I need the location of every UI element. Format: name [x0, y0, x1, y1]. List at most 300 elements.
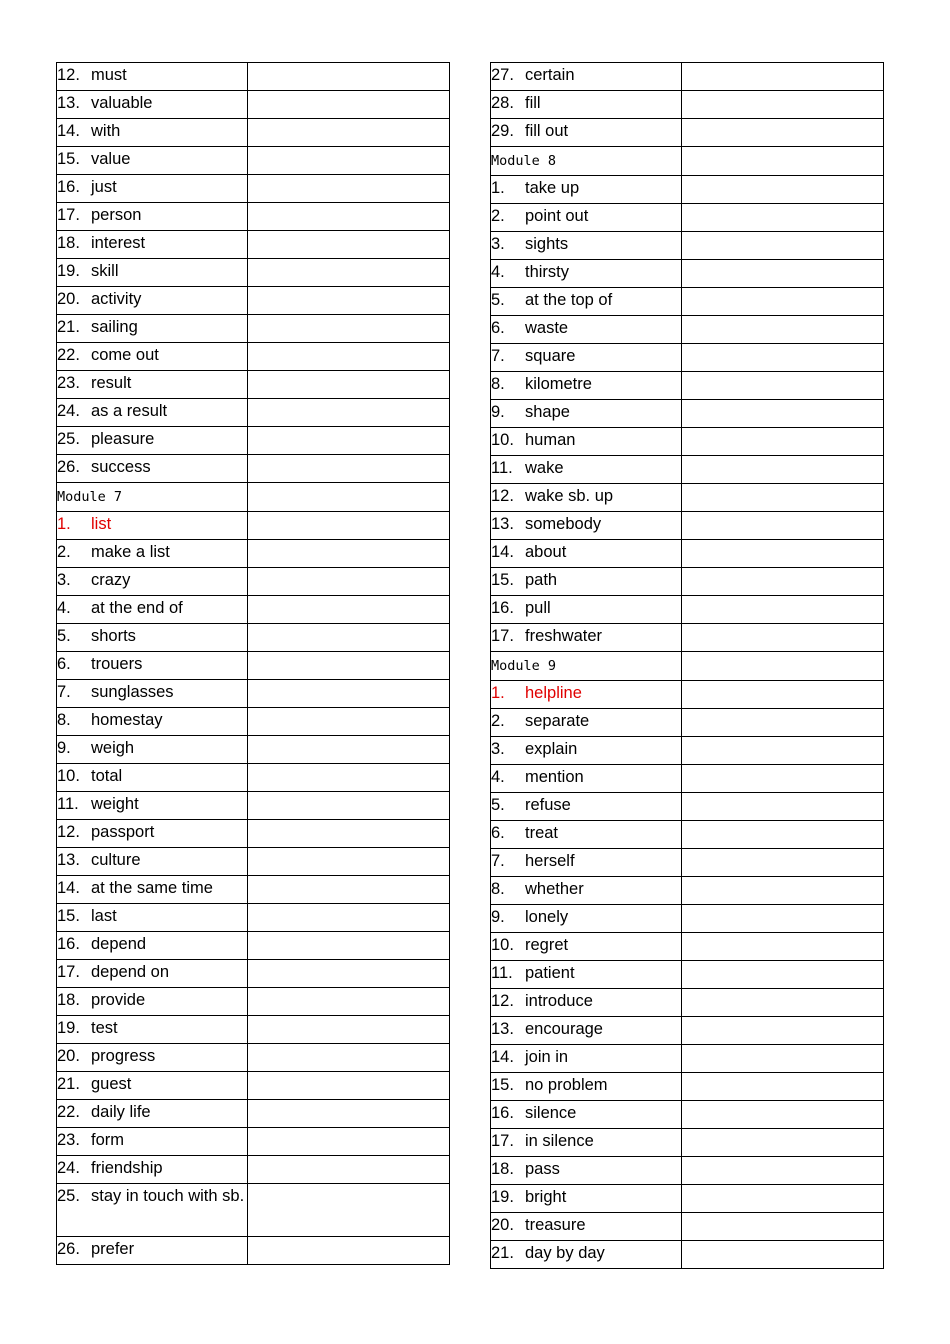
item-number: 16. [491, 1104, 514, 1122]
answer-cell[interactable] [682, 765, 884, 793]
vocab-row [57, 287, 450, 315]
item-number: 8. [491, 880, 505, 898]
answer-cell[interactable] [248, 540, 450, 568]
item-word: point out [525, 207, 589, 225]
vocab-item [491, 1073, 681, 1098]
answer-cell[interactable] [248, 596, 450, 624]
item-number: 8. [491, 375, 505, 393]
vocab-item [491, 512, 681, 537]
vocab-row [491, 989, 884, 1017]
vocab-row [491, 63, 884, 91]
vocab-row [57, 455, 450, 483]
answer-cell[interactable] [248, 147, 450, 175]
word-cell [57, 91, 248, 119]
item-word: mention [525, 768, 584, 786]
vocab-item [491, 63, 681, 88]
item-word: depend on [91, 963, 169, 981]
vocab-row [491, 1213, 884, 1241]
item-number: 27. [491, 66, 514, 84]
word-cell [57, 1237, 248, 1265]
vocab-table-right [490, 62, 884, 1269]
vocab-row [491, 316, 884, 344]
item-word: thirsty [525, 263, 570, 281]
answer-cell[interactable] [248, 203, 450, 231]
word-cell [491, 652, 682, 681]
word-cell [57, 1128, 248, 1156]
word-cell [491, 540, 682, 568]
vocab-item [57, 512, 247, 537]
item-number: 26. [57, 1240, 80, 1258]
answer-cell[interactable] [682, 1045, 884, 1073]
answer-cell[interactable] [682, 568, 884, 596]
answer-cell[interactable] [682, 821, 884, 849]
answer-cell[interactable] [248, 483, 450, 512]
word-cell [491, 1129, 682, 1157]
vocab-item [491, 1017, 681, 1042]
item-word: as a result [91, 402, 168, 420]
item-word: square [525, 347, 576, 365]
answer-cell[interactable] [248, 1072, 450, 1100]
vocab-row [57, 540, 450, 568]
word-cell [491, 989, 682, 1017]
item-number: 10. [491, 936, 514, 954]
module-heading: Module 7 [57, 489, 123, 505]
item-word: last [91, 907, 117, 925]
vocab-item [57, 932, 247, 957]
answer-cell[interactable] [248, 624, 450, 652]
answer-cell[interactable] [248, 1016, 450, 1044]
vocab-item [491, 428, 681, 453]
answer-cell[interactable] [248, 119, 450, 147]
word-cell [57, 175, 248, 203]
item-number: 9. [491, 403, 505, 421]
vocab-row [57, 764, 450, 792]
vocab-row [491, 793, 884, 821]
answer-cell[interactable] [682, 1101, 884, 1129]
answer-cell[interactable] [682, 484, 884, 512]
vocab-item [491, 961, 681, 986]
vocab-item [57, 876, 247, 901]
vocab-item [57, 708, 247, 733]
vocab-row [57, 1128, 450, 1156]
answer-cell[interactable] [682, 91, 884, 119]
word-cell [491, 1185, 682, 1213]
answer-cell[interactable] [248, 876, 450, 904]
vocab-item [491, 765, 681, 790]
answer-cell[interactable] [248, 1184, 450, 1237]
item-number: 21. [491, 1244, 514, 1262]
answer-cell[interactable] [248, 512, 450, 540]
answer-cell[interactable] [682, 400, 884, 428]
module-heading: Module 9 [491, 658, 557, 674]
item-number: 13. [57, 94, 80, 112]
item-number: 23. [57, 374, 80, 392]
answer-cell[interactable] [248, 175, 450, 203]
word-cell [491, 933, 682, 961]
vocab-row [57, 63, 450, 91]
answer-cell[interactable] [248, 1156, 450, 1184]
word-cell [491, 793, 682, 821]
answer-cell[interactable] [248, 231, 450, 259]
item-number: 20. [57, 290, 80, 308]
vocab-item [491, 91, 681, 116]
word-cell [57, 1016, 248, 1044]
item-number: 22. [57, 346, 80, 364]
item-word: trouers [91, 655, 143, 673]
answer-cell[interactable] [248, 63, 450, 91]
vocab-row [57, 147, 450, 175]
word-cell [57, 371, 248, 399]
word-cell [491, 1017, 682, 1045]
item-word: daily life [91, 1103, 151, 1121]
item-word: crazy [91, 571, 131, 589]
item-number: 13. [57, 851, 80, 869]
item-word: activity [91, 290, 142, 308]
item-word: weight [91, 795, 139, 813]
answer-cell[interactable] [248, 708, 450, 736]
item-word: herself [525, 852, 575, 870]
answer-cell[interactable] [682, 260, 884, 288]
word-cell [491, 260, 682, 288]
answer-cell[interactable] [682, 1129, 884, 1157]
vocab-row [491, 204, 884, 232]
answer-cell[interactable] [682, 1241, 884, 1269]
word-cell [57, 568, 248, 596]
answer-cell[interactable] [248, 820, 450, 848]
item-number: 15. [57, 150, 80, 168]
word-cell [491, 63, 682, 91]
item-number: 15. [57, 907, 80, 925]
vocab-row [57, 1072, 450, 1100]
word-cell [57, 1072, 248, 1100]
item-number: 18. [57, 991, 80, 1009]
item-number: 24. [57, 402, 80, 420]
answer-cell[interactable] [248, 287, 450, 315]
item-word: bright [525, 1188, 567, 1206]
word-cell [57, 287, 248, 315]
answer-cell[interactable] [248, 960, 450, 988]
vocab-item [491, 288, 681, 313]
word-cell [57, 680, 248, 708]
word-cell [491, 568, 682, 596]
answer-cell[interactable] [682, 624, 884, 652]
item-word: homestay [91, 711, 163, 729]
answer-cell[interactable] [682, 540, 884, 568]
item-word: patient [525, 964, 575, 982]
vocab-row [57, 904, 450, 932]
item-number: 25. [57, 1187, 80, 1205]
answer-cell[interactable] [248, 371, 450, 399]
item-number: 3. [57, 571, 71, 589]
vocab-row [57, 1184, 450, 1237]
item-word: silence [525, 1104, 577, 1122]
vocab-table-left [56, 62, 450, 1265]
answer-cell[interactable] [248, 792, 450, 820]
answer-cell[interactable] [682, 316, 884, 344]
word-cell [491, 512, 682, 540]
answer-cell[interactable] [248, 736, 450, 764]
word-cell [491, 176, 682, 204]
item-number: 21. [57, 318, 80, 336]
answer-cell[interactable] [682, 344, 884, 372]
answer-cell[interactable] [248, 91, 450, 119]
answer-cell[interactable] [682, 989, 884, 1017]
item-word: make a list [91, 543, 170, 561]
answer-cell[interactable] [682, 176, 884, 204]
word-cell [57, 1156, 248, 1184]
answer-cell[interactable] [682, 147, 884, 176]
item-number: 19. [57, 262, 80, 280]
vocab-row [57, 736, 450, 764]
answer-cell[interactable] [682, 232, 884, 260]
word-cell [57, 483, 248, 512]
vocab-row [491, 176, 884, 204]
vocab-row [491, 568, 884, 596]
answer-cell[interactable] [682, 512, 884, 540]
vocab-item [57, 91, 247, 116]
vocab-row [491, 1045, 884, 1073]
answer-cell[interactable] [682, 288, 884, 316]
item-number: 2. [491, 207, 505, 225]
answer-cell[interactable] [248, 1100, 450, 1128]
answer-cell[interactable] [682, 905, 884, 933]
vocab-row [491, 1185, 884, 1213]
answer-cell[interactable] [248, 764, 450, 792]
vocab-row [491, 737, 884, 765]
vocab-item [57, 1156, 247, 1181]
answer-cell[interactable] [682, 456, 884, 484]
vocab-item [491, 540, 681, 565]
item-word: person [91, 206, 142, 224]
item-number: 21. [57, 1075, 80, 1093]
answer-cell[interactable] [248, 680, 450, 708]
answer-cell[interactable] [682, 1157, 884, 1185]
vocab-row [57, 960, 450, 988]
answer-cell[interactable] [682, 652, 884, 681]
item-word: provide [91, 991, 146, 1009]
answer-cell[interactable] [682, 737, 884, 765]
answer-cell[interactable] [682, 793, 884, 821]
word-cell [491, 344, 682, 372]
answer-cell[interactable] [682, 119, 884, 147]
answer-cell[interactable] [248, 848, 450, 876]
vocab-row [57, 1237, 450, 1265]
answer-cell[interactable] [248, 568, 450, 596]
vocab-row [57, 596, 450, 624]
module-heading-row [491, 652, 884, 681]
word-cell [57, 876, 248, 904]
vocab-item [491, 344, 681, 369]
answer-cell[interactable] [248, 932, 450, 960]
answer-cell[interactable] [248, 1237, 450, 1265]
item-number: 15. [491, 1076, 514, 1094]
answer-cell[interactable] [248, 399, 450, 427]
item-number: 6. [491, 319, 505, 337]
vocab-item [57, 736, 247, 761]
item-word: day by day [525, 1244, 605, 1262]
item-word: valuable [91, 94, 153, 112]
answer-cell[interactable] [248, 259, 450, 287]
answer-cell[interactable] [248, 652, 450, 680]
word-cell [491, 877, 682, 905]
answer-cell[interactable] [682, 1073, 884, 1101]
item-number: 4. [491, 263, 505, 281]
vocab-item [491, 176, 681, 201]
vocab-item [491, 204, 681, 229]
vocab-item [57, 1128, 247, 1153]
word-cell [491, 316, 682, 344]
vocab-row [57, 568, 450, 596]
word-cell [491, 456, 682, 484]
vocab-item [57, 988, 247, 1013]
item-word: wake sb. up [525, 487, 614, 505]
word-cell [57, 119, 248, 147]
vocab-row [491, 961, 884, 989]
item-number: 14. [491, 543, 514, 561]
item-word: sailing [91, 318, 138, 336]
answer-cell[interactable] [682, 933, 884, 961]
vocab-item [57, 1100, 247, 1125]
word-cell [57, 792, 248, 820]
vocab-item [57, 119, 247, 144]
answer-cell[interactable] [682, 1017, 884, 1045]
vocab-item [57, 63, 247, 88]
item-number: 10. [491, 431, 514, 449]
vocab-item [57, 287, 247, 312]
item-word: stay in touch with sb. [91, 1187, 245, 1205]
vocab-item [491, 596, 681, 621]
item-word: come out [91, 346, 159, 364]
item-word: shorts [91, 627, 136, 645]
item-number: 12. [57, 66, 80, 84]
item-number: 16. [491, 599, 514, 617]
item-number: 8. [57, 711, 71, 729]
item-number: 2. [57, 543, 71, 561]
item-word: take up [525, 179, 580, 197]
answer-cell[interactable] [682, 372, 884, 400]
item-number: 10. [57, 767, 80, 785]
item-word: sunglasses [91, 683, 174, 701]
answer-cell[interactable] [248, 1044, 450, 1072]
item-number: 5. [491, 291, 505, 309]
answer-cell[interactable] [682, 1213, 884, 1241]
answer-cell[interactable] [682, 204, 884, 232]
item-number: 17. [57, 963, 80, 981]
word-cell [491, 596, 682, 624]
item-number: 19. [491, 1188, 514, 1206]
word-cell [491, 1045, 682, 1073]
item-word: lonely [525, 908, 569, 926]
answer-cell[interactable] [248, 427, 450, 455]
vocab-row [57, 343, 450, 371]
word-cell [57, 399, 248, 427]
vocab-row [57, 848, 450, 876]
item-number: 14. [57, 879, 80, 897]
vocab-item [57, 399, 247, 424]
item-number: 6. [491, 824, 505, 842]
item-word: value [91, 150, 131, 168]
answer-cell[interactable] [248, 988, 450, 1016]
vocab-item [491, 1241, 681, 1266]
vocab-item [491, 1101, 681, 1126]
vocab-item [57, 315, 247, 340]
item-number: 4. [57, 599, 71, 617]
vocab-item [57, 596, 247, 621]
item-word: shape [525, 403, 570, 421]
item-number: 7. [491, 852, 505, 870]
item-word: path [525, 571, 558, 589]
answer-cell[interactable] [248, 455, 450, 483]
item-number: 12. [491, 992, 514, 1010]
word-cell [57, 848, 248, 876]
item-word: interest [91, 234, 146, 252]
word-cell [57, 988, 248, 1016]
answer-cell[interactable] [682, 849, 884, 877]
word-cell [57, 1100, 248, 1128]
answer-cell[interactable] [248, 315, 450, 343]
answer-cell[interactable] [682, 428, 884, 456]
word-cell [57, 512, 248, 540]
word-cell [57, 427, 248, 455]
answer-cell[interactable] [682, 961, 884, 989]
answer-cell[interactable] [682, 63, 884, 91]
word-cell [57, 904, 248, 932]
vocab-row [491, 905, 884, 933]
answer-cell[interactable] [248, 1128, 450, 1156]
item-word: in silence [525, 1132, 594, 1150]
word-cell [57, 540, 248, 568]
vocab-item [491, 1213, 681, 1238]
item-word: result [91, 374, 132, 392]
item-number: 7. [491, 347, 505, 365]
vocab-item [491, 877, 681, 902]
item-number: 5. [491, 796, 505, 814]
item-word: just [91, 178, 117, 196]
vocab-item [57, 904, 247, 929]
vocab-row [491, 1017, 884, 1045]
item-number: 25. [57, 430, 80, 448]
vocab-item [491, 1157, 681, 1182]
item-number: 11. [491, 964, 513, 982]
answer-cell[interactable] [248, 904, 450, 932]
item-word: depend [91, 935, 147, 953]
vocab-item [57, 1072, 247, 1097]
item-word: fill out [525, 122, 569, 140]
item-number: 1. [491, 684, 505, 702]
vocab-item [57, 960, 247, 985]
vocab-row [491, 260, 884, 288]
word-cell [491, 428, 682, 456]
item-number: 20. [57, 1047, 80, 1065]
answer-cell[interactable] [682, 596, 884, 624]
vocab-item [57, 231, 247, 256]
answer-cell[interactable] [682, 1185, 884, 1213]
word-cell [57, 764, 248, 792]
vocab-row [491, 484, 884, 512]
vocab-item [491, 232, 681, 257]
vocab-row [491, 709, 884, 737]
answer-cell[interactable] [682, 681, 884, 709]
vocab-row [491, 681, 884, 709]
vocab-row [57, 988, 450, 1016]
answer-cell[interactable] [248, 343, 450, 371]
item-word: at the end of [91, 599, 183, 617]
answer-cell[interactable] [682, 877, 884, 905]
vocab-row [57, 259, 450, 287]
item-word: fill [525, 94, 541, 112]
word-cell [491, 961, 682, 989]
answer-cell[interactable] [682, 709, 884, 737]
